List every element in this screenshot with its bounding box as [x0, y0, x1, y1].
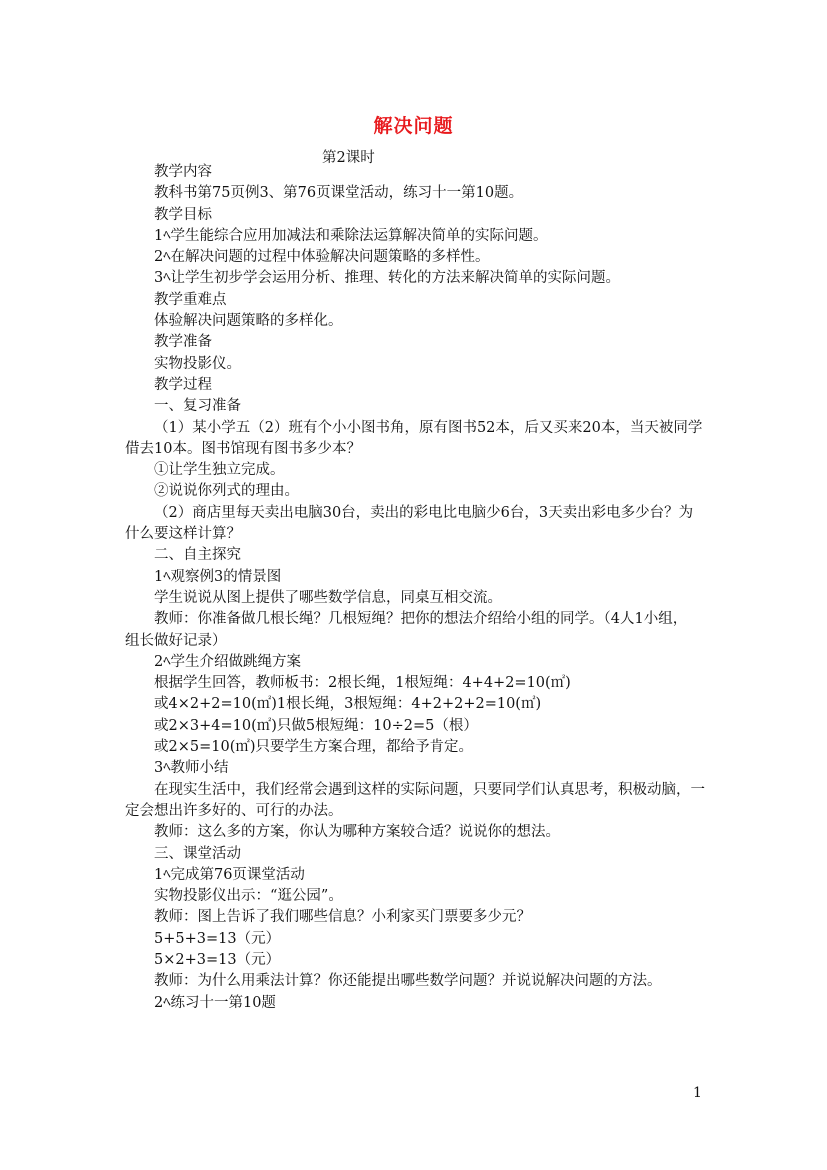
body-line: 教科书第75页例3、第76页课堂活动，练习十一第10题。: [154, 185, 524, 202]
body-line: 实物投影仪。: [154, 355, 241, 372]
body-line: 5+5+3=13（元）: [154, 930, 281, 947]
body-line: （1）某小学五（2）班有个小小图书角，原有图书52本，后又买来20本，当天被同学: [154, 419, 703, 436]
document-body: [125, 162, 705, 1014]
body-line: 3ﾍ让学生初步学会运用分析、推理、转化的方法来解决简单的实际问题。: [154, 270, 620, 287]
body-line: 实物投影仪出示：“逛公园”。: [154, 888, 343, 905]
body-line: 2ﾍ练习十一第10题: [154, 994, 276, 1011]
document-title: 解决问题: [373, 115, 454, 137]
body-line: 组长做好记录）: [125, 632, 227, 649]
body-line: 教学目标: [154, 206, 212, 223]
body-line: ②说说你列式的理由。: [154, 483, 299, 500]
body-line: 借去10本。图书馆现有图书多少本？: [125, 440, 361, 457]
body-line: 二、自主探究: [154, 547, 241, 564]
body-line: （2）商店里每天卖出电脑30台，卖出的彩电比电脑少6台，3天卖出彩电多少台？为: [154, 504, 694, 521]
body-line: 教师：你准备做几根长绳？几根短绳？把你的想法介绍给小组的同学。（4人1小组，: [154, 611, 688, 628]
body-line: 教学准备: [154, 334, 212, 351]
body-line: 什么要这样计算？: [125, 526, 241, 543]
body-line: 教师：为什么用乘法计算？你还能提出哪些数学问题？并说说解决问题的方法。: [154, 973, 662, 990]
body-line: 或2×5=10(㎡)只要学生方案合理，都给予肯定。: [154, 739, 474, 756]
page-number: 1: [693, 1085, 702, 1101]
body-line: 教学重难点: [154, 291, 227, 308]
body-line: 5×2+3=13（元）: [154, 951, 281, 968]
body-line: 一、复习准备: [154, 398, 241, 415]
body-line: 教学过程: [154, 376, 212, 393]
body-line: 在现实生活中，我们经常会遇到这样的实际问题，只要同学们认真思考，积极动脑，一: [154, 781, 705, 798]
body-line: 学生说说从图上提供了哪些数学信息，同桌互相交流。: [154, 589, 502, 606]
body-line: ①让学生独立完成。: [154, 462, 285, 479]
body-line: 3ﾍ教师小结: [154, 760, 229, 777]
body-line: 或2×3+4=10(㎡)只做5根短绳：10÷2=5（根）: [154, 717, 478, 734]
body-line: 体验解决问题策略的多样化。: [154, 313, 343, 330]
body-line: 2ﾍ学生介绍做跳绳方案: [154, 653, 301, 670]
body-line: 教师：图上告诉了我们哪些信息？小利家买门票要多少元？: [154, 909, 531, 926]
lesson-subtitle: 第2课时: [322, 150, 375, 166]
body-line: 三、课堂活动: [154, 845, 241, 862]
body-line: 定会想出许多好的、可行的办法。: [125, 802, 343, 819]
body-line: 教学内容: [154, 164, 212, 180]
body-line: 1ﾍ观察例3的情景图: [154, 568, 282, 585]
body-line: 或4×2+2=10(㎡)1根长绳，3根短绳：4+2+2+2=10(㎡): [154, 696, 542, 713]
body-line: 1ﾍ完成第76页课堂活动: [154, 866, 305, 883]
body-line: 教师：这么多的方案，你认为哪种方案较合适？说说你的想法。: [154, 824, 560, 841]
body-line: 根据学生回答，教师板书：2根长绳，1根短绳：4+4+2=10(㎡): [154, 675, 571, 692]
body-line: 1ﾍ学生能综合应用加减法和乘除法运算解决简单的实际问题。: [154, 227, 548, 244]
body-line: 2ﾍ在解决问题的过程中体验解决问题策略的多样性。: [154, 249, 490, 266]
